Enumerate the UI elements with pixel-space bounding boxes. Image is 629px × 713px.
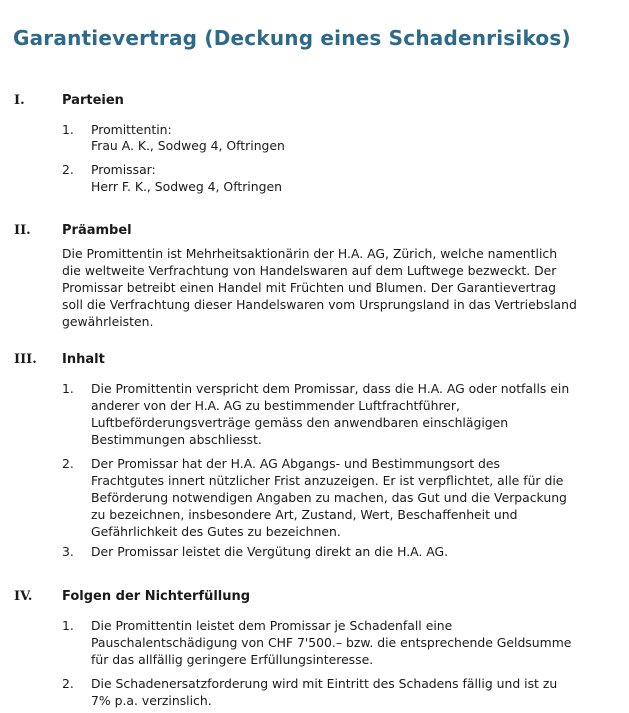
section-number: IV. <box>14 589 33 604</box>
section-title: Folgen der Nichterfüllung <box>62 589 251 604</box>
list-number: 1. <box>62 618 74 633</box>
list-item-line: Die Promittentin leistet dem Promissar je Schadenfall eine <box>91 618 453 633</box>
list-item-line: Frau A. K., Sodweg 4, Oftringen <box>91 138 285 153</box>
list-item-line: Die Schadenersatzforderung wird mit Eintritt des Schadens fällig und ist zu <box>91 676 558 691</box>
list-item-line: Beförderung notwendigen Angaben zu machen, das Gut und die Verpackung <box>91 490 567 505</box>
list-item-line: für das allfällig geringere Erfüllungsinteresse. <box>91 652 374 667</box>
section-number: I. <box>14 93 25 108</box>
section-number: II. <box>14 223 31 238</box>
list-item-line: Luftbeförderungsverträge gemäss den anwendbaren einschlägigen <box>91 415 509 430</box>
list-item-line: 7% p.a. verzinslich. <box>91 693 212 708</box>
list-item-line: Pauschalentschädigung von CHF 7'500.– bzw. die entsprechende Geldsumme <box>91 635 572 650</box>
document-title: Garantievertrag (Deckung eines Schadenrisikos) <box>13 26 571 50</box>
list-item-line: zu bezeichnen, insbesondere Art, Zustand, Wert, Beschaffenheit und <box>91 507 518 522</box>
paragraph-line: Die Promittentin ist Mehrheitsaktionärin der H.A. AG, Zürich, welche namentlich <box>62 246 558 261</box>
section-title: Inhalt <box>62 352 105 367</box>
list-number: 2. <box>62 162 74 177</box>
list-item-line: Der Promissar hat der H.A. AG Abgangs- und Bestimmungsort des <box>91 456 500 471</box>
list-item-line: Frachtgutes innert nützlicher Frist anzuzeigen. Er ist verpflichtet, alle für die <box>91 473 564 488</box>
paragraph-line: Promissar betreibt einen Handel mit Früchten und Blumen. Der Garantievertrag <box>62 280 557 295</box>
paragraph-line: gewährleisten. <box>62 314 154 329</box>
list-item-line: Promittentin: <box>91 122 172 137</box>
list-number: 3. <box>62 544 74 559</box>
section-title: Parteien <box>62 93 124 108</box>
list-item-line: Die Promittentin verspricht dem Promissar, dass die H.A. AG oder notfalls ein <box>91 381 570 396</box>
list-item-line: anderer von der H.A. AG zu bestimmender Luftfrachtführer, <box>91 398 460 413</box>
paragraph-line: soll die Verfrachtung dieser Handelswaren vom Ursprungsland in das Vertriebsland <box>62 297 577 312</box>
paragraph-line: die weltweite Verfrachtung von Handelswaren auf dem Luftwege bezweckt. Der <box>62 263 557 278</box>
list-item-line: Gefährlichkeit des Gutes zu bezeichnen. <box>91 524 341 539</box>
list-item-line: Bestimmungen abschliesst. <box>91 432 262 447</box>
list-number: 2. <box>62 456 74 471</box>
list-item-line: Herr F. K., Sodweg 4, Oftringen <box>91 179 282 194</box>
list-number: 1. <box>62 122 74 137</box>
section-title: Präambel <box>62 223 132 238</box>
list-number: 1. <box>62 381 74 396</box>
list-item-line: Promissar: <box>91 162 156 177</box>
section-number: III. <box>14 352 37 367</box>
list-number: 2. <box>62 676 74 691</box>
list-item-line: Der Promissar leistet die Vergütung direkt an die H.A. AG. <box>91 544 449 559</box>
